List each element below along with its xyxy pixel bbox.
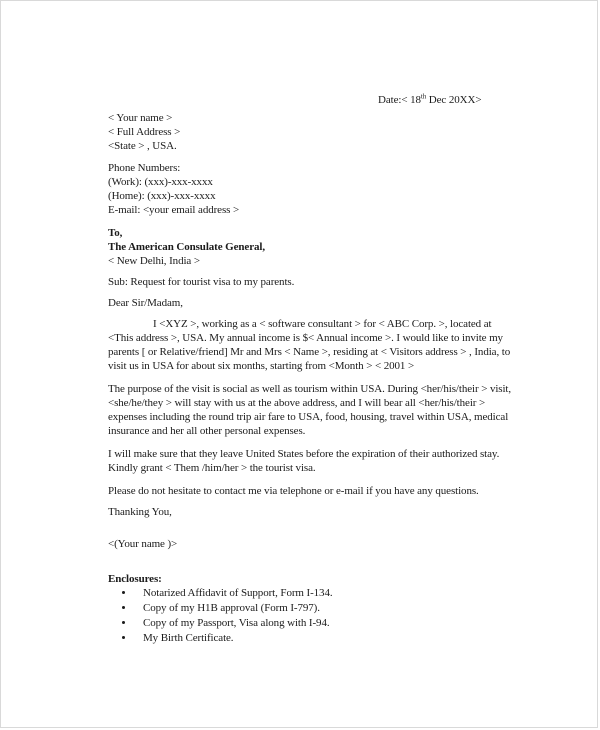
phone-home: (Home): (xxx)-xxx-xxxx (108, 190, 216, 202)
sender-block (108, 111, 514, 153)
date-ordinal: th (420, 92, 427, 101)
contact-block (108, 161, 514, 217)
signature-placeholder: <(Your name )> (108, 538, 178, 550)
enclosure-list (108, 586, 514, 645)
date-prefix: Date:< 18 (378, 94, 421, 106)
date-suffix: Dec 20XX> (426, 94, 482, 106)
closing-thanks: Thanking You, (108, 506, 172, 518)
recipient-name: The American Consulate General, (108, 241, 265, 253)
date-line (378, 93, 514, 107)
subject-line: Sub: Request for tourist visa to my parents. (108, 276, 295, 288)
recipient-block (108, 226, 514, 268)
salutation: Dear Sir/Madam, (108, 297, 183, 309)
letter-content (108, 93, 514, 646)
enclosures-heading: Enclosures: (108, 573, 162, 585)
body-paragraph-2: The purpose of the visit is social as well as tourism within USA. During <her/his/their > visit, <she/he/they > will stay with us at the above address, and I will bear all <her/his/their > expenses including the round trip air fare to USA, food, housing, travel within USA, medical insurance and her all other personal expenses. (108, 383, 512, 437)
sender-address: < Full Address > (108, 126, 181, 138)
body-paragraph-3: I will make sure that they leave United States before the expiration of their authorized stay. Kindly grant < Them /him/her > the tourist visa. (108, 448, 500, 474)
enclosure-item: • Notarized Affidavit of Support, Form I-134. (135, 586, 514, 600)
enclosure-item: • My Birth Certificate. (135, 631, 514, 645)
body-paragraph-1: I <XYZ >, working as a < software consultant > for < ABC Corp. >, located at <This address >, USA. My annual income is $< Annual income >. I would like to invite my parents [ or Relative/friend] Mr and Mrs < Name >, residing at < Visitors address > , India, to visit us in USA for about six months, starting from <Month > < 2001 > (108, 318, 511, 372)
sender-state: <State > , USA. (108, 140, 177, 152)
sender-name: < Your name > (108, 112, 173, 124)
email-line: E-mail: <your email address > (108, 204, 240, 216)
phone-work: (Work): (xxx)-xxx-xxxx (108, 176, 213, 188)
body-paragraph-4: Please do not hesitate to contact me via telephone or e-mail if you have any questions. (108, 485, 479, 497)
enclosure-item: • Copy of my Passport, Visa along with I-94. (135, 616, 514, 630)
recipient-to: To, (108, 227, 123, 239)
recipient-location: < New Delhi, India > (108, 255, 200, 267)
enclosure-item: • Copy of my H1B approval (Form I-797). (135, 601, 514, 615)
phone-heading: Phone Numbers: (108, 162, 181, 174)
